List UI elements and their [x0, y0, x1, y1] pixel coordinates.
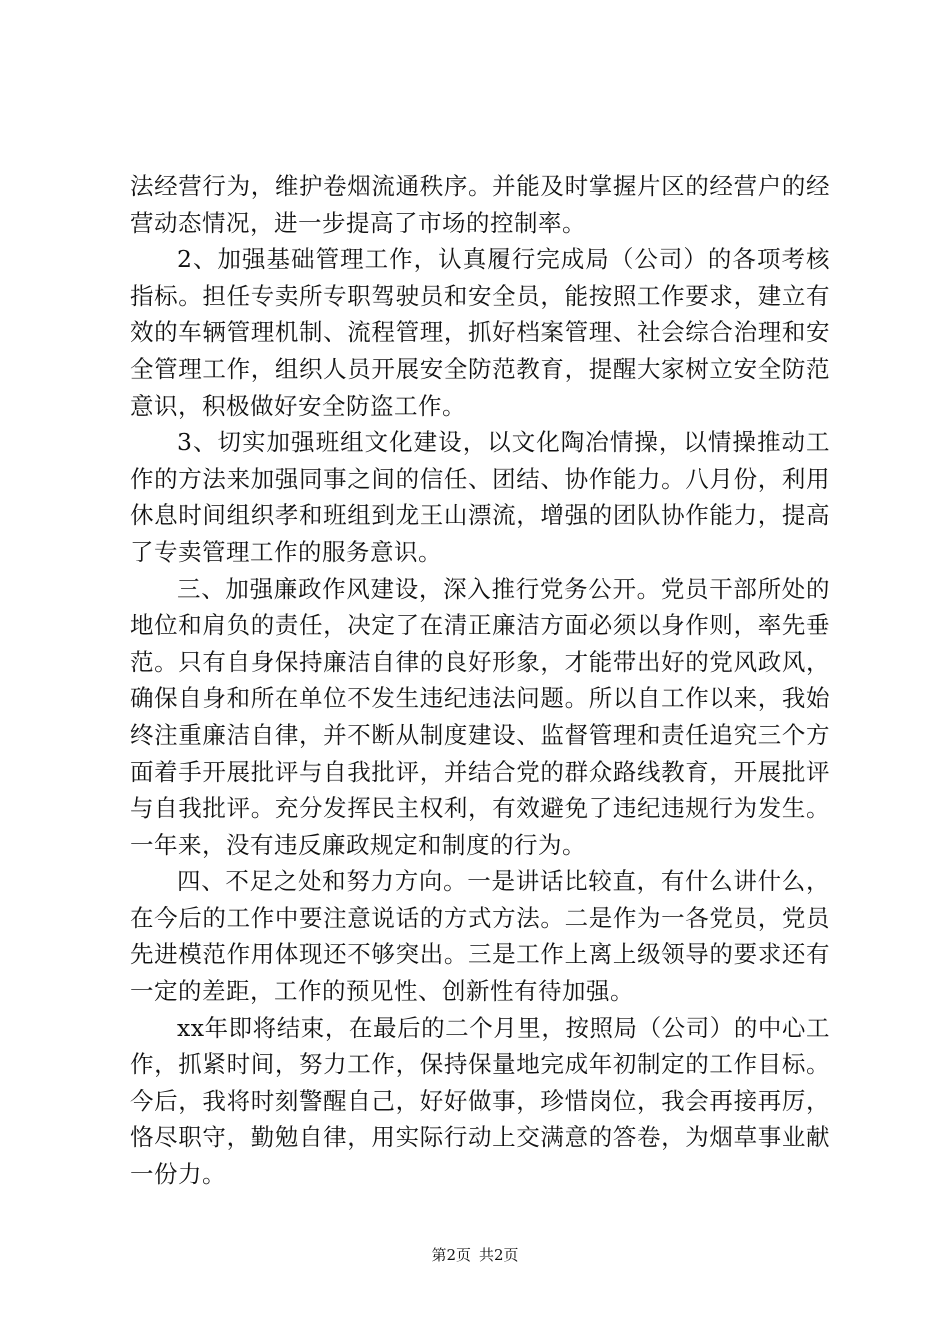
paragraph-integrity: 三、加强廉政作风建设，深入推行党务公开。党员干部所处的地位和肩负的责任，决定了在清正廉洁方面必须以身作则，率先垂范。只有自身保持廉洁自律的良好形象，才能带出好的党风政风，确保自身和所在单位不发生违纪违法问题。所以自工作以来，我始终注重廉洁自律，并不断从制度建设、监督管理和责任追究三个方面着手开展批评与自我批评，并结合党的群众路线教育，开展批评与自我批评。充分发挥民主权利，有效避免了违纪违规行为发生。一年来，没有违反廉政规定和制度的行为。	[130, 574, 830, 859]
paragraph-conclusion: xx年即将结束，在最后的二个月里，按照局（公司）的中心工作，抓紧时间，努力工作，保持保量地完成年初制定的工作目标。今后，我将时刻警醒自己，好好做事，珍惜岗位，我会再接再厉，恪尽职守，勤勉自律，用实际行动上交满意的答卷，为烟草事业献一份力。	[130, 1013, 830, 1189]
page-number: 第2页	[431, 1246, 471, 1264]
page-total: 共2页	[479, 1246, 519, 1264]
paragraph-shortcomings: 四、不足之处和努力方向。一是讲话比较直，有什么讲什么，在今后的工作中要注意说话的方式方法。二是作为一各党员，党员先进模范作用体现还不够突出。三是工作上离上级领导的要求还有一定的差距，工作的预见性、创新性有待加强。	[130, 867, 830, 1006]
document-body	[130, 168, 830, 1193]
paragraph-continuation: 法经营行为，维护卷烟流通秩序。并能及时掌握片区的经营户的经营动态情况，进一步提高了市场的控制率。	[130, 172, 830, 237]
page-footer	[0, 1245, 950, 1265]
paragraph-basic-management: 2、加强基础管理工作，认真履行完成局（公司）的各项考核指标。担任专卖所专职驾驶员和安全员，能按照工作要求，建立有效的车辆管理机制、流程管理，抓好档案管理、社会综合治理和安全管理工作，组织人员开展安全防范教育，提醒大家树立安全防范意识，积极做好安全防盗工作。	[130, 245, 830, 420]
paragraph-team-culture: 3、切实加强班组文化建设，以文化陶冶情操，以情操推动工作的方法来加强同事之间的信任、团结、协作能力。八月份，利用休息时间组织孝和班组到龙王山漂流，增强的团队协作能力，提高了专卖管理工作的服务意识。	[130, 428, 830, 566]
